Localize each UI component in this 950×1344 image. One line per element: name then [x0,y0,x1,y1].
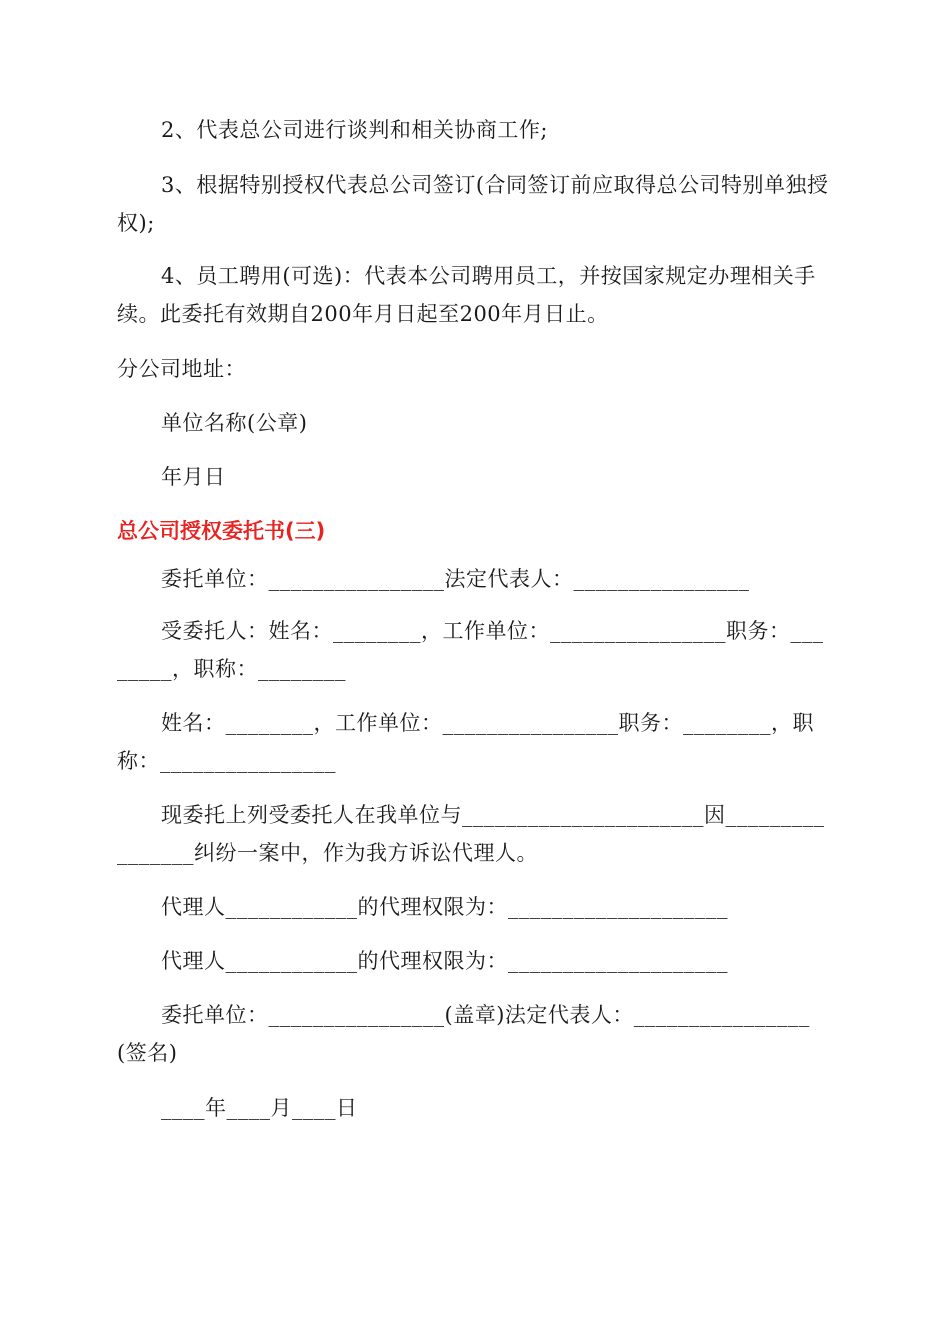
clause-4: 4、员工聘用(可选)：代表本公司聘用员工，并按国家规定办理相关手续。此委托有效期自200年月日起至200年月日止。 [117,264,816,326]
clause-3: 3、根据特别授权代表总公司签订(合同签订前应取得总公司特别单独授权); [117,173,829,235]
form-entrust-statement: 现委托上列受委托人在我单位与______________________因________________纠纷一案中，作为我方诉讼代理人。 [117,803,825,865]
form-date-line: ____年____月____日 [161,1096,358,1120]
branch-address-label: 分公司地址： [117,357,246,381]
form-agent-authority-2: 代理人____________的代理权限为：____________________ [161,949,728,973]
section-heading: 总公司授权委托书(三) [117,519,326,543]
date-line: 年月日 [161,465,226,489]
clause-2: 2、代表总公司进行谈判和相关协商工作; [161,118,548,142]
unit-name-seal: 单位名称(公章) [161,411,308,435]
form-trustee-line: 受委托人：姓名：________，工作单位：________________职务：________，职称：________ [117,619,824,681]
form-agent-authority-1: 代理人____________的代理权限为：____________________ [161,895,728,919]
form-signature-line: 委托单位：________________(盖章)法定代表人：________________(签名) [117,1003,810,1065]
form-second-trustee-line: 姓名：________，工作单位：________________职务：________，职称：________________ [117,711,814,773]
form-entrusting-unit-line: 委托单位：________________法定代表人：________________ [161,567,750,591]
